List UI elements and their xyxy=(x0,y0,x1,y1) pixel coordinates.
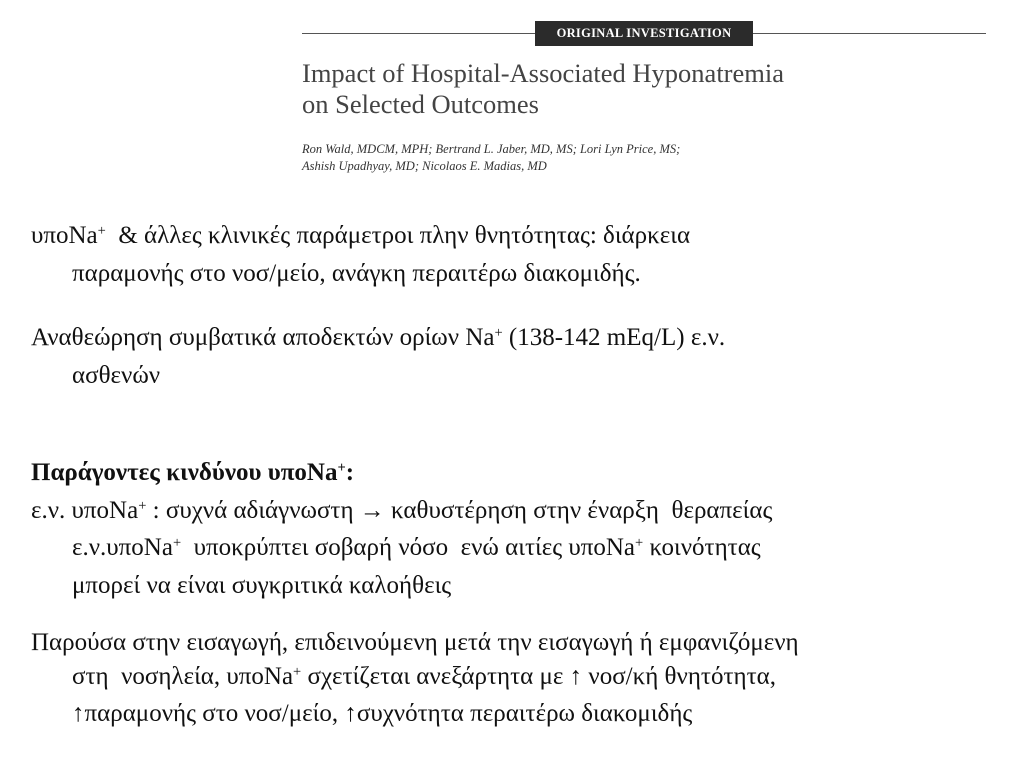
article-title-line-2: on Selected Outcomes xyxy=(302,89,539,119)
article-title xyxy=(302,58,942,120)
superscript: + xyxy=(337,460,346,477)
risk-factors-heading xyxy=(31,456,1006,494)
text: στη νοσηλεία, υποNa xyxy=(72,662,294,690)
text: υποNa xyxy=(31,222,98,249)
paragraph-line xyxy=(31,531,1006,569)
superscript: + xyxy=(97,223,106,240)
article-title-line-1: Impact of Hospital-Associated Hyponatremia xyxy=(302,58,785,88)
superscript: + xyxy=(293,663,302,680)
paragraph-line xyxy=(31,494,1006,532)
authors-line-1: Ron Wald, MDCM, MPH; Bertrand L. Jaber, MD, MS; Lori Lyn Price, MS; xyxy=(302,142,681,156)
paragraph-line xyxy=(31,660,1006,698)
paragraph-risk-factors xyxy=(31,456,1006,602)
paragraph-line: ασθενών xyxy=(72,361,161,389)
text: : xyxy=(345,459,355,486)
paragraph-conclusion xyxy=(31,626,1006,731)
text: σχετίζεται ανεξάρτητα με ↑ νοσ/κή θνητότητα, xyxy=(301,662,776,690)
text: κοινότητας xyxy=(643,534,761,561)
paragraph-outcomes xyxy=(31,219,1006,290)
authors-line-2: Ashish Upadhyay, MD; Nicolaos E. Madias, MD xyxy=(302,159,547,173)
paragraph-line: Παρούσα στην εισαγωγή, επιδεινούμενη μετά την εισαγωγή ή εμφανιζόμενη xyxy=(31,629,799,656)
text: & άλλες κλινικές παράμετροι πλην θνητότητας: διάρκεια xyxy=(105,222,691,249)
paragraph-thresholds xyxy=(31,321,1006,392)
superscript: + xyxy=(494,325,503,342)
paragraph-line: μπορεί να είναι συγκριτικά καλοήθεις xyxy=(72,571,452,599)
superscript: + xyxy=(172,535,182,552)
text: Παράγοντες κινδύνου υποNa xyxy=(31,459,338,486)
text: ε.ν.υποNa xyxy=(72,534,173,561)
text: υποκρύπτει σοβαρή νόσο ενώ αιτίες υποNa xyxy=(181,534,636,561)
paragraph-line: ↑παραμονής στο νοσ/μείο, ↑συχνότητα περαιτέρω διακομιδής xyxy=(72,700,693,727)
superscript: + xyxy=(635,535,644,552)
text: ε.ν. υποNa xyxy=(31,496,139,524)
section-tag: ORIGINAL INVESTIGATION xyxy=(535,21,753,46)
paragraph-line: παραμονής στο νοσ/μείο, ανάγκη περαιτέρω διακομιδής. xyxy=(72,259,641,287)
paragraph-line xyxy=(31,321,1006,359)
paragraph-line xyxy=(31,219,1006,257)
text: Αναθεώρηση συμβατικά αποδεκτών ορίων Na xyxy=(31,324,495,351)
text: : συχνά αδιάγνωστη → καθυστέρηση στην έναρξη θεραπείας xyxy=(146,496,773,524)
article-authors xyxy=(302,141,942,175)
text: (138-142 mEq/L) ε.ν. xyxy=(502,324,726,351)
superscript: + xyxy=(138,497,147,514)
